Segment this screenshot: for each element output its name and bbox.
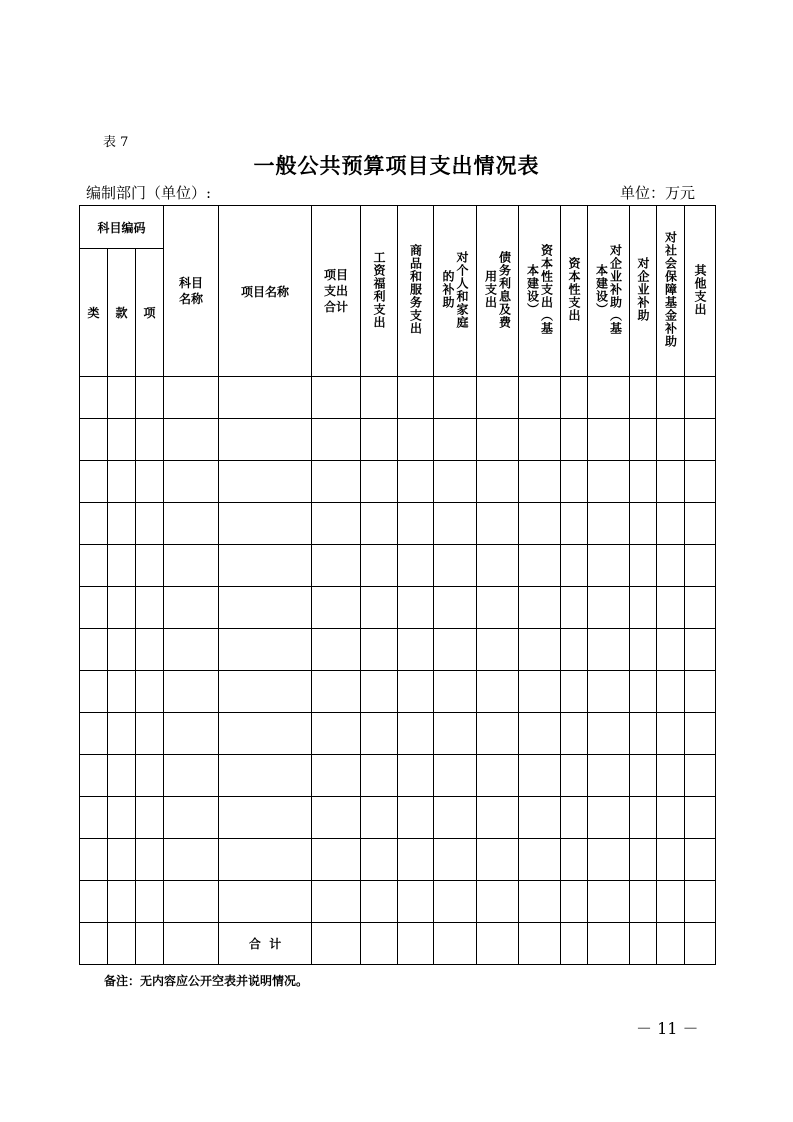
table-cell: [685, 713, 716, 755]
table-cell: [630, 839, 657, 881]
table-cell: [312, 461, 361, 503]
table-cell: [108, 755, 136, 797]
table-cell: [164, 503, 219, 545]
table-cell: [80, 629, 108, 671]
table-row: [80, 881, 716, 923]
table-cell: [657, 671, 685, 713]
table-cell: [519, 503, 561, 545]
table-cell: [630, 713, 657, 755]
table-cell: [657, 419, 685, 461]
header-item: 项: [136, 249, 164, 377]
table-cell: [136, 755, 164, 797]
table-cell: [477, 755, 519, 797]
header-project-total: [312, 206, 361, 377]
table-cell: [588, 923, 630, 965]
table-cell: [519, 419, 561, 461]
table-cell: [588, 839, 630, 881]
table-cell: [80, 419, 108, 461]
table-cell: [657, 797, 685, 839]
header-wages: [361, 206, 398, 377]
table-cell: [312, 797, 361, 839]
table-cell: [519, 461, 561, 503]
table-cell: [398, 881, 434, 923]
table-row: [80, 503, 716, 545]
header-subject-name: [164, 206, 219, 377]
table-cell: [164, 713, 219, 755]
table-cell: [361, 713, 398, 755]
table-cell: [136, 545, 164, 587]
table-cell: [685, 839, 716, 881]
table-cell: [630, 881, 657, 923]
table-cell: [630, 503, 657, 545]
table-cell: [108, 797, 136, 839]
table-cell: [630, 419, 657, 461]
table-cell: [685, 629, 716, 671]
table-cell: [361, 839, 398, 881]
table-cell: [398, 755, 434, 797]
table-cell: [398, 419, 434, 461]
table-cell: [164, 923, 219, 965]
table-cell: [219, 377, 312, 419]
table-cell: [561, 377, 588, 419]
table-cell: [657, 545, 685, 587]
table-cell: [477, 503, 519, 545]
table-row: [80, 545, 716, 587]
table-cell: [80, 377, 108, 419]
table-cell: [434, 881, 477, 923]
table-cell: [398, 671, 434, 713]
table-cell: [80, 671, 108, 713]
table-cell: [434, 377, 477, 419]
table-cell: [477, 545, 519, 587]
table-cell: [398, 797, 434, 839]
table-cell: [219, 839, 312, 881]
table-cell: [561, 461, 588, 503]
table-cell: [108, 587, 136, 629]
table-cell: [657, 839, 685, 881]
table-cell: [588, 797, 630, 839]
table-cell: [630, 797, 657, 839]
table-cell: [361, 377, 398, 419]
table-cell: [361, 671, 398, 713]
table-cell: [136, 671, 164, 713]
table-row: [80, 377, 716, 419]
page-number: － 11 －: [636, 1019, 699, 1038]
table-cell: [361, 755, 398, 797]
table-cell: [434, 755, 477, 797]
table-cell: [630, 545, 657, 587]
table-cell: [108, 419, 136, 461]
table-cell: [519, 923, 561, 965]
table-cell: [519, 587, 561, 629]
table-row: [80, 755, 716, 797]
table-cell: [136, 377, 164, 419]
table-cell: [561, 797, 588, 839]
table-cell: [561, 545, 588, 587]
table-cell: [561, 713, 588, 755]
table-cell: [398, 377, 434, 419]
table-cell: [164, 881, 219, 923]
table-cell: [630, 377, 657, 419]
table-cell: [312, 419, 361, 461]
table-cell: [519, 839, 561, 881]
table-cell: [477, 419, 519, 461]
table-cell: [434, 587, 477, 629]
table-cell: [588, 671, 630, 713]
table-cell: [219, 545, 312, 587]
table-cell: [312, 881, 361, 923]
table-body: [80, 377, 716, 965]
table-cell: [657, 587, 685, 629]
table-cell: [164, 629, 219, 671]
table-cell: [685, 881, 716, 923]
table-cell: [108, 881, 136, 923]
table-cell: [164, 419, 219, 461]
header-enterprise-subsidy: [630, 206, 657, 377]
table-cell: [164, 671, 219, 713]
total-row: [80, 923, 716, 965]
header-other: [685, 206, 716, 377]
table-cell: [312, 755, 361, 797]
header-subject-name-text: 科目 名称: [179, 276, 204, 306]
table-cell: [219, 671, 312, 713]
header-debt-interest: [477, 206, 519, 377]
table-cell: [312, 713, 361, 755]
table-cell: [519, 545, 561, 587]
table-cell: [80, 797, 108, 839]
table-cell: [685, 377, 716, 419]
table-cell: [685, 503, 716, 545]
table-cell: [561, 503, 588, 545]
table-cell: [434, 629, 477, 671]
table-cell: [108, 713, 136, 755]
header-personal-subsidy: [434, 206, 477, 377]
table-cell: [685, 461, 716, 503]
table-cell: [657, 461, 685, 503]
table-cell: [361, 419, 398, 461]
table-row: [80, 839, 716, 881]
table-cell: [685, 419, 716, 461]
table-cell: [219, 797, 312, 839]
dept-label: 编制部门（单位）:: [86, 184, 212, 202]
table-cell: [80, 461, 108, 503]
table-cell: [561, 839, 588, 881]
table-cell: [477, 881, 519, 923]
table-cell: [519, 671, 561, 713]
table-cell: [312, 923, 361, 965]
table-cell: [657, 713, 685, 755]
table-cell: [561, 755, 588, 797]
subject-code-header: 科目编码: [80, 206, 164, 249]
table-cell: [434, 797, 477, 839]
table-cell: [219, 419, 312, 461]
table-cell: [477, 587, 519, 629]
header-project-name: 项目名称: [219, 206, 312, 377]
table-cell: [136, 461, 164, 503]
table-cell: [477, 839, 519, 881]
table-cell: [519, 755, 561, 797]
table-cell: [361, 629, 398, 671]
table-cell: [630, 923, 657, 965]
table-cell: [434, 923, 477, 965]
table-cell: [561, 587, 588, 629]
table-cell: [657, 755, 685, 797]
table-cell: [398, 461, 434, 503]
header-capital-construction-text: 资本性支出（基本建设）: [525, 244, 554, 335]
table-cell: [588, 587, 630, 629]
table-cell: [80, 923, 108, 965]
table-cell: [108, 503, 136, 545]
table-cell: [108, 671, 136, 713]
header-enterprise-construction-text: 对企业补助（基本建设）: [594, 244, 623, 335]
table-cell: [477, 923, 519, 965]
table-cell: [312, 587, 361, 629]
table-cell: [312, 671, 361, 713]
table-cell: [219, 629, 312, 671]
table-cell: [80, 755, 108, 797]
table-cell: [398, 587, 434, 629]
table-cell: [434, 545, 477, 587]
table-cell: [434, 461, 477, 503]
table-cell: [164, 755, 219, 797]
table-cell: [136, 923, 164, 965]
table-cell: [477, 629, 519, 671]
table-cell: [477, 377, 519, 419]
table-cell: [108, 629, 136, 671]
budget-table: [79, 205, 716, 965]
table-cell: [561, 671, 588, 713]
table-cell: [630, 629, 657, 671]
table-cell: [361, 545, 398, 587]
table-cell: [136, 587, 164, 629]
table-cell: [657, 503, 685, 545]
table-cell: [219, 713, 312, 755]
table-cell: [108, 545, 136, 587]
table-cell: [685, 923, 716, 965]
table-cell: [398, 503, 434, 545]
table-cell: [164, 587, 219, 629]
table-cell: [136, 839, 164, 881]
table-label: 表 7: [103, 135, 129, 150]
table-cell: [519, 629, 561, 671]
header-category: 类: [80, 249, 108, 377]
table-cell: [312, 839, 361, 881]
table-cell: [588, 461, 630, 503]
table-cell: [398, 545, 434, 587]
table-row: [80, 419, 716, 461]
table-cell: [312, 545, 361, 587]
table-cell: [108, 461, 136, 503]
table-cell: [561, 629, 588, 671]
table-cell: [477, 671, 519, 713]
table-cell: [630, 755, 657, 797]
table-row: [80, 461, 716, 503]
table-cell: [434, 839, 477, 881]
table-cell: [588, 419, 630, 461]
table-cell: [108, 839, 136, 881]
table-row: [80, 797, 716, 839]
header-capital: [561, 206, 588, 377]
table-cell: [361, 587, 398, 629]
header-section: 款: [108, 249, 136, 377]
table-cell: [588, 755, 630, 797]
table-cell: [219, 461, 312, 503]
header-capital-construction: [519, 206, 561, 377]
table-cell: [434, 671, 477, 713]
table-cell: [519, 713, 561, 755]
table-cell: [477, 713, 519, 755]
header-other-text: 其他支出: [693, 263, 708, 316]
table-cell: [136, 419, 164, 461]
table-cell: [108, 923, 136, 965]
header-project-total-text: 项目 支出 合计: [324, 268, 349, 314]
table-cell: [361, 881, 398, 923]
table-cell: [312, 377, 361, 419]
table-cell: [80, 881, 108, 923]
table-cell: [398, 629, 434, 671]
table-cell: [164, 839, 219, 881]
table-cell: [519, 377, 561, 419]
table-cell: [80, 587, 108, 629]
header-social-security-text: 对社会保障基金补助: [663, 231, 678, 348]
table-cell: [561, 419, 588, 461]
table-cell: [361, 797, 398, 839]
header-wages-text: 工资福利支出: [372, 250, 387, 329]
table-cell: [312, 629, 361, 671]
table-cell: [361, 923, 398, 965]
table-cell: [588, 629, 630, 671]
table-cell: [219, 755, 312, 797]
table-cell: [164, 461, 219, 503]
table-cell: [519, 797, 561, 839]
table-cell: [80, 545, 108, 587]
total-label: 合 计: [219, 923, 312, 965]
table-cell: [164, 377, 219, 419]
table-cell: [434, 503, 477, 545]
table-cell: [136, 503, 164, 545]
table-cell: [657, 377, 685, 419]
table-cell: [630, 671, 657, 713]
table-cell: [477, 797, 519, 839]
table-cell: [588, 377, 630, 419]
header-enterprise-subsidy-text: 对企业补助: [636, 257, 651, 322]
header-social-security: [657, 206, 685, 377]
table-cell: [136, 797, 164, 839]
page-title: 一般公共预算项目支出情况表: [253, 154, 540, 178]
header-personal-subsidy-text: 对个人和家庭的补助: [441, 250, 470, 329]
table-cell: [80, 503, 108, 545]
table-cell: [164, 545, 219, 587]
table-row: [80, 587, 716, 629]
table-row: [80, 671, 716, 713]
unit-label: 单位：万元: [619, 184, 695, 202]
table-cell: [685, 671, 716, 713]
table-cell: [164, 797, 219, 839]
table-cell: [630, 461, 657, 503]
header-enterprise-construction: [588, 206, 630, 377]
table-cell: [685, 755, 716, 797]
table-cell: [398, 713, 434, 755]
table-cell: [136, 629, 164, 671]
table-row: [80, 713, 716, 755]
table-cell: [80, 713, 108, 755]
table-cell: [685, 545, 716, 587]
header-goods-services-text: 商品和服务支出: [408, 244, 423, 335]
table-cell: [519, 881, 561, 923]
table-cell: [630, 587, 657, 629]
table-cell: [361, 503, 398, 545]
table-cell: [588, 713, 630, 755]
header-goods-services: [398, 206, 434, 377]
header-debt-interest-text: 债务利息及费用支出: [483, 250, 512, 329]
table-cell: [477, 461, 519, 503]
table-cell: [588, 545, 630, 587]
table-cell: [588, 881, 630, 923]
table-cell: [657, 923, 685, 965]
table-cell: [685, 587, 716, 629]
table-cell: [434, 713, 477, 755]
table-cell: [657, 881, 685, 923]
table-cell: [108, 377, 136, 419]
header-capital-text: 资本性支出: [567, 257, 582, 322]
table-cell: [136, 713, 164, 755]
table-cell: [588, 503, 630, 545]
table-cell: [561, 881, 588, 923]
table-cell: [434, 419, 477, 461]
table-cell: [312, 503, 361, 545]
note: 备注：无内容应公开空表并说明情况。: [104, 974, 309, 988]
table-cell: [561, 923, 588, 965]
table-cell: [398, 839, 434, 881]
table-cell: [685, 797, 716, 839]
table-cell: [80, 839, 108, 881]
table-cell: [398, 923, 434, 965]
table-row: [80, 629, 716, 671]
table-cell: [219, 587, 312, 629]
table-cell: [136, 881, 164, 923]
table-cell: [219, 503, 312, 545]
table-cell: [361, 461, 398, 503]
table-cell: [219, 881, 312, 923]
table-cell: [657, 629, 685, 671]
